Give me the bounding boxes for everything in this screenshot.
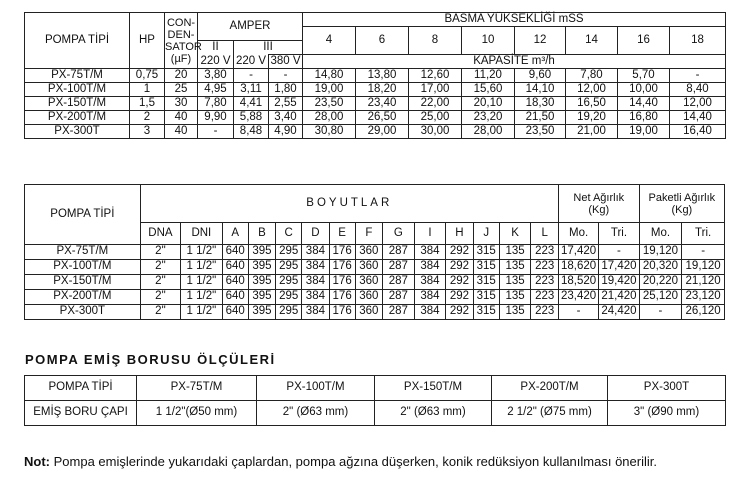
suction-size: 2" (Ø63 mm): [375, 401, 492, 426]
table-cell: 7,80: [566, 69, 618, 83]
row-label-emis-boru-capi: EMİŞ BORU ÇAPI: [25, 401, 137, 426]
table-cell: 8,40: [670, 83, 726, 97]
table-cell: 223: [531, 275, 558, 290]
table-cell: -: [639, 305, 682, 320]
table-cell: 2": [140, 260, 180, 275]
table-cell: 40: [165, 111, 198, 125]
head-16: 16: [618, 27, 670, 55]
table-row: [25, 83, 726, 97]
table-cell: 2": [140, 290, 180, 305]
suction-type: PX-150T/M: [375, 376, 492, 401]
table-cell: 19,00: [303, 83, 356, 97]
table-cell: 287: [383, 245, 415, 260]
table-cell: 15,60: [462, 83, 515, 97]
table-cell: 17,00: [409, 83, 462, 97]
table-cell: 1 1/2": [181, 290, 222, 305]
header-voltage-2: 220 V: [234, 55, 269, 69]
table-row: [25, 260, 725, 275]
table-cell: 18,30: [515, 97, 566, 111]
header-cond-line1: CON-: [166, 16, 196, 29]
table-cell: 360: [355, 260, 382, 275]
pump-type-cell: PX-300T: [25, 125, 130, 139]
net-agirlik-line2: (Kg): [588, 203, 610, 216]
table-row: [25, 97, 726, 111]
table-cell: 20,10: [462, 97, 515, 111]
table-row: [25, 245, 725, 260]
table-cell: 292: [446, 290, 473, 305]
table-cell: 14,40: [618, 97, 670, 111]
column-header: H: [446, 223, 473, 245]
suction-size: 2 1/2" (Ø75 mm): [492, 401, 608, 426]
table-cell: 21,00: [566, 125, 618, 139]
table-cell: 11,20: [462, 69, 515, 83]
table-cell: -: [198, 125, 234, 139]
table-cell: 3: [130, 125, 165, 139]
table-cell: 14,10: [515, 83, 566, 97]
header-basma: BASMA YÜKSEKLİĞİ mSS: [303, 13, 726, 27]
table-cell: 384: [414, 275, 446, 290]
table-cell: 21,50: [515, 111, 566, 125]
table-cell: 176: [329, 245, 355, 260]
table-cell: 14,80: [303, 69, 356, 83]
table-cell: 360: [355, 305, 382, 320]
column-header: C: [276, 223, 302, 245]
header-cond-line2: DEN-: [167, 28, 195, 41]
table-cell: 19,20: [566, 111, 618, 125]
head-12: 12: [515, 27, 566, 55]
pump-type-cell: PX-150T/M: [25, 97, 130, 111]
table-cell: 292: [446, 275, 473, 290]
table-cell: 28,00: [462, 125, 515, 139]
table-cell: 12,00: [566, 83, 618, 97]
table-cell: 17,420: [599, 260, 639, 275]
table-cell: 384: [302, 305, 329, 320]
head-4: 4: [303, 27, 356, 55]
table-cell: 20,320: [639, 260, 682, 275]
column-header: DNI: [181, 223, 222, 245]
header-amper: AMPER: [198, 13, 303, 41]
note: [24, 454, 657, 469]
table-cell: 18,20: [356, 83, 409, 97]
table-cell: 13,80: [356, 69, 409, 83]
table-cell: 384: [414, 245, 446, 260]
table-cell: 295: [276, 305, 302, 320]
pump-type-cell: PX-150T/M: [25, 275, 141, 290]
column-header: F: [355, 223, 382, 245]
table-cell: 4,95: [198, 83, 234, 97]
table-cell: 395: [248, 305, 275, 320]
suction-type: PX-300T: [608, 376, 726, 401]
table-cell: 2": [140, 245, 180, 260]
header-paketli-agirlik: [639, 185, 724, 223]
table-row: [25, 69, 726, 83]
table-cell: 223: [531, 260, 558, 275]
table-cell: 19,420: [599, 275, 639, 290]
table-cell: 292: [446, 305, 473, 320]
table-cell: 135: [499, 275, 531, 290]
table-cell: 1,5: [130, 97, 165, 111]
head-18: 18: [670, 27, 726, 55]
table-cell: 25: [165, 83, 198, 97]
table-cell: 21,120: [682, 275, 725, 290]
table-cell: 1,80: [269, 83, 303, 97]
table-cell: 24,420: [599, 305, 639, 320]
column-header: K: [499, 223, 531, 245]
table-cell: 23,40: [356, 97, 409, 111]
table-cell: 23,420: [558, 290, 598, 305]
column-header: Mo.: [558, 223, 598, 245]
table-cell: 10,00: [618, 83, 670, 97]
header-boyutlar: BOYUTLAR: [140, 185, 558, 223]
table-cell: 176: [329, 260, 355, 275]
table-cell: 2,55: [269, 97, 303, 111]
table-cell: -: [599, 245, 639, 260]
table-cell: 3,40: [269, 111, 303, 125]
table-cell: 135: [499, 305, 531, 320]
table-cell: 26,50: [356, 111, 409, 125]
header-voltage-1: 220 V: [198, 55, 234, 69]
table-cell: 315: [473, 305, 499, 320]
table-cell: 176: [329, 290, 355, 305]
table-cell: 360: [355, 245, 382, 260]
column-header: G: [383, 223, 415, 245]
table-cell: 287: [383, 305, 415, 320]
table-cell: 23,20: [462, 111, 515, 125]
table-cell: 9,60: [515, 69, 566, 83]
table-cell: 40: [165, 125, 198, 139]
table-cell: 5,70: [618, 69, 670, 83]
table-cell: 384: [414, 260, 446, 275]
head-14: 14: [566, 27, 618, 55]
table-cell: 292: [446, 260, 473, 275]
suction-section-title: POMPA EMİŞ BORUSU ÖLÇÜLERİ: [25, 352, 276, 367]
table-cell: 640: [222, 290, 248, 305]
table-cell: 21,420: [599, 290, 639, 305]
table-cell: 640: [222, 305, 248, 320]
suction-type: PX-75T/M: [137, 376, 257, 401]
table-cell: 640: [222, 245, 248, 260]
head-10: 10: [462, 27, 515, 55]
column-header: B: [248, 223, 275, 245]
table-row: [25, 290, 725, 305]
net-agirlik-line1: Net Ağırlık: [573, 191, 625, 204]
table-cell: 28,00: [303, 111, 356, 125]
table-cell: 22,00: [409, 97, 462, 111]
table-cell: 384: [302, 290, 329, 305]
table-cell: 18,620: [558, 260, 598, 275]
table-cell: 7,80: [198, 97, 234, 111]
pump-type-cell: PX-75T/M: [25, 245, 141, 260]
table-cell: 315: [473, 260, 499, 275]
head-8: 8: [409, 27, 462, 55]
table-cell: 8,48: [234, 125, 269, 139]
table-cell: 16,40: [670, 125, 726, 139]
suction-type: PX-200T/M: [492, 376, 608, 401]
header-phase-iii: III: [234, 41, 303, 55]
table-cell: 395: [248, 275, 275, 290]
table-cell: 29,00: [356, 125, 409, 139]
table-cell: 25,120: [639, 290, 682, 305]
table-cell: 16,80: [618, 111, 670, 125]
pump-type-cell: PX-300T: [25, 305, 141, 320]
table-cell: 20: [165, 69, 198, 83]
note-label: Not:: [24, 454, 50, 469]
table-cell: 2: [130, 111, 165, 125]
pump-type-cell: PX-100T/M: [25, 260, 141, 275]
table-cell: 16,50: [566, 97, 618, 111]
table-cell: 0,75: [130, 69, 165, 83]
header-cond-line4: (µF): [170, 52, 192, 65]
header-cond-line3: SATOR: [165, 40, 202, 53]
header-pompa-tipi: POMPA TİPİ: [25, 13, 130, 69]
table-cell: 295: [276, 260, 302, 275]
table-cell: 176: [329, 305, 355, 320]
table-cell: 384: [414, 290, 446, 305]
table-cell: 12,60: [409, 69, 462, 83]
table-cell: 315: [473, 245, 499, 260]
table-cell: 1: [130, 83, 165, 97]
suction-size: 2" (Ø63 mm): [257, 401, 375, 426]
table-cell: 292: [446, 245, 473, 260]
pump-type-cell: PX-100T/M: [25, 83, 130, 97]
table-cell: -: [234, 69, 269, 83]
table-cell: -: [670, 69, 726, 83]
table-cell: 5,88: [234, 111, 269, 125]
table-cell: -: [269, 69, 303, 83]
head-6: 6: [356, 27, 409, 55]
column-header: I: [414, 223, 446, 245]
table-cell: 26,120: [682, 305, 725, 320]
table-cell: 640: [222, 260, 248, 275]
table-cell: 19,120: [682, 260, 725, 275]
column-header: L: [531, 223, 558, 245]
table-cell: 287: [383, 275, 415, 290]
table-cell: 384: [414, 305, 446, 320]
table-cell: 3,80: [198, 69, 234, 83]
table-cell: 287: [383, 290, 415, 305]
table-cell: 23,50: [303, 97, 356, 111]
suction-pipe-table: [24, 375, 726, 426]
suction-size: 3" (Ø90 mm): [608, 401, 726, 426]
dimensions-table: [24, 184, 725, 320]
table-cell: 223: [531, 305, 558, 320]
table-cell: 20,220: [639, 275, 682, 290]
table-cell: 223: [531, 290, 558, 305]
table-cell: 315: [473, 290, 499, 305]
table-cell: 176: [329, 275, 355, 290]
header-voltage-3: 380 V: [270, 54, 301, 67]
table-row: [25, 111, 726, 125]
table-cell: 14,40: [670, 111, 726, 125]
table-cell: 135: [499, 290, 531, 305]
column-header: E: [329, 223, 355, 245]
table-cell: 395: [248, 260, 275, 275]
performance-table: [24, 12, 726, 139]
table-cell: 3,11: [234, 83, 269, 97]
table-cell: 23,50: [515, 125, 566, 139]
column-header: A: [222, 223, 248, 245]
table-cell: 18,520: [558, 275, 598, 290]
paketli-agirlik-line2: (Kg): [671, 203, 693, 216]
pump-type-cell: PX-200T/M: [25, 290, 141, 305]
suction-type: PX-100T/M: [257, 376, 375, 401]
table-cell: 360: [355, 290, 382, 305]
pump-type-cell: PX-200T/M: [25, 111, 130, 125]
table-cell: 25,00: [409, 111, 462, 125]
table-cell: 395: [248, 290, 275, 305]
table-cell: 9,90: [198, 111, 234, 125]
table-cell: -: [682, 245, 725, 260]
header-kapasite: KAPASİTE m³/h: [303, 55, 726, 69]
table-cell: 4,41: [234, 97, 269, 111]
table-cell: 19,00: [618, 125, 670, 139]
table-cell: 287: [383, 260, 415, 275]
table-cell: 30,00: [409, 125, 462, 139]
row-label-pompa-tipi: POMPA TİPİ: [25, 376, 137, 401]
table-row: [25, 125, 726, 139]
suction-size: 1 1/2"(Ø50 mm): [137, 401, 257, 426]
table-cell: 17,420: [558, 245, 598, 260]
header-condensator: [165, 13, 202, 69]
column-header: DNA: [140, 223, 180, 245]
table-cell: 1 1/2": [181, 305, 222, 320]
table-cell: 295: [276, 290, 302, 305]
pump-type-cell: PX-75T/M: [25, 69, 130, 83]
column-header: J: [473, 223, 499, 245]
table-cell: 2": [140, 305, 180, 320]
header-hp: HP: [130, 13, 165, 69]
table-cell: 1 1/2": [181, 275, 222, 290]
table-cell: 384: [302, 275, 329, 290]
table-cell: -: [558, 305, 598, 320]
table-row: [25, 305, 725, 320]
table-cell: 1 1/2": [181, 260, 222, 275]
table-cell: 30: [165, 97, 198, 111]
paketli-agirlik-line1: Paketli Ağırlık: [648, 191, 716, 204]
table-cell: 1 1/2": [181, 245, 222, 260]
table-cell: 360: [355, 275, 382, 290]
column-header: D: [302, 223, 329, 245]
table-cell: 395: [248, 245, 275, 260]
table-cell: 2": [140, 275, 180, 290]
column-header: Tri.: [682, 223, 725, 245]
column-header: Tri.: [599, 223, 639, 245]
header-net-agirlik: [558, 185, 639, 223]
table-cell: 23,120: [682, 290, 725, 305]
table-cell: 295: [276, 245, 302, 260]
table-cell: 295: [276, 275, 302, 290]
table-cell: 30,80: [303, 125, 356, 139]
note-text: Pompa emişlerinde yukarıdaki çaplardan, pompa ağzına düşerken, konik redüksiyon kullanılması önerilir.: [50, 454, 657, 469]
table-cell: 384: [302, 245, 329, 260]
header-phase-ii: II: [198, 41, 234, 55]
table-cell: 135: [499, 245, 531, 260]
table-cell: 135: [499, 260, 531, 275]
table-cell: 4,90: [269, 125, 303, 139]
header-pompa-tipi: POMPA TİPİ: [25, 185, 141, 245]
table-cell: 384: [302, 260, 329, 275]
table-row: [25, 275, 725, 290]
table-cell: 640: [222, 275, 248, 290]
table-cell: 19,120: [639, 245, 682, 260]
table-cell: 12,00: [670, 97, 726, 111]
column-header: Mo.: [639, 223, 682, 245]
table-cell: 223: [531, 245, 558, 260]
table-cell: 315: [473, 275, 499, 290]
